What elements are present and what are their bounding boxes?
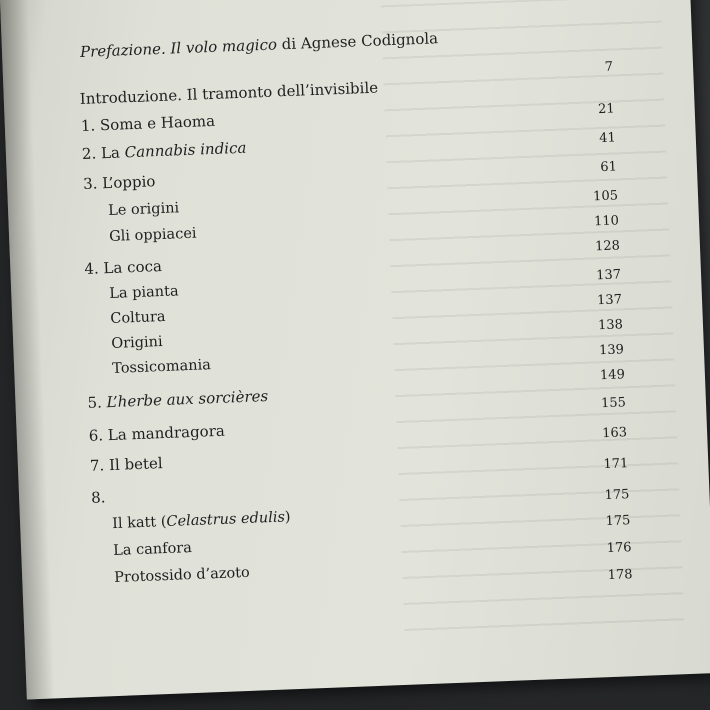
- toc-entry-preface: [80, 31, 439, 60]
- toc-subentry-canfora: La canfora: [112, 540, 193, 560]
- toc-subentry-oppiacei: Gli oppiacei: [108, 225, 197, 245]
- toc-subentry-katt: [112, 510, 291, 531]
- page-number: 21: [597, 101, 615, 118]
- toc-entry-mandragora: 6. La mandragora: [88, 421, 226, 445]
- katt-suffix: ): [284, 509, 291, 526]
- herbe-prefix: 5.: [87, 393, 107, 412]
- page-number: 139: [598, 342, 625, 359]
- toc-entry-oppio: 3. L’oppio: [82, 172, 156, 193]
- page-number: 175: [604, 487, 630, 504]
- toc-entry-eight: 8.: [90, 488, 106, 507]
- toc-subentry-origini-coca: Origini: [110, 334, 163, 352]
- page-number: 163: [601, 425, 628, 442]
- page-number: 41: [598, 130, 617, 147]
- page-number: 7: [604, 59, 614, 75]
- cannabis-italic: Cannabis indica: [124, 138, 247, 162]
- page-number: 176: [606, 540, 632, 557]
- page-number: 128: [594, 238, 621, 255]
- herbe-italic: L’herbe aux sorcières: [106, 387, 269, 412]
- page-number: 171: [603, 456, 629, 473]
- preface-title-magico: magico: [221, 35, 278, 56]
- page-number: 175: [605, 513, 631, 530]
- page-number: 155: [600, 395, 627, 412]
- page-number: 105: [592, 188, 619, 205]
- preface-author: di Agnese Codignola: [276, 29, 439, 54]
- toc-entry-soma: 1. Soma e Haoma: [80, 111, 216, 135]
- page-number: 138: [597, 317, 624, 334]
- toc-subentry-tossicomania: Tossicomania: [111, 357, 212, 377]
- katt-prefix: Il katt (: [111, 513, 167, 533]
- page-number: 110: [593, 213, 620, 230]
- page-number: 61: [600, 159, 618, 176]
- toc-subentry-pianta: La pianta: [109, 283, 179, 303]
- katt-italic: Celastrus edulis: [166, 509, 286, 530]
- toc-subentry-origini: Le origini: [107, 200, 180, 219]
- toc-entry-betel: 7. Il betel: [89, 454, 164, 475]
- page-number: 137: [595, 267, 622, 284]
- toc-subentry-coltura: Coltura: [110, 308, 166, 327]
- preface-title-italic: Prefazione. Il volo: [79, 37, 223, 61]
- toc-subentry-protossido: Protossido d’azoto: [113, 564, 251, 587]
- page-number: 137: [596, 292, 623, 309]
- page-number: 178: [607, 567, 633, 584]
- toc-entry-coca: 4. La coca: [84, 256, 163, 278]
- toc-entry-introduction: Introduzione. Il tramonto dell’invisibile: [79, 78, 379, 109]
- cannabis-prefix: 2. La: [81, 143, 126, 163]
- toc-entry-herbe: [87, 389, 268, 411]
- page-number: 149: [599, 367, 626, 384]
- toc-entry-cannabis: [81, 138, 247, 163]
